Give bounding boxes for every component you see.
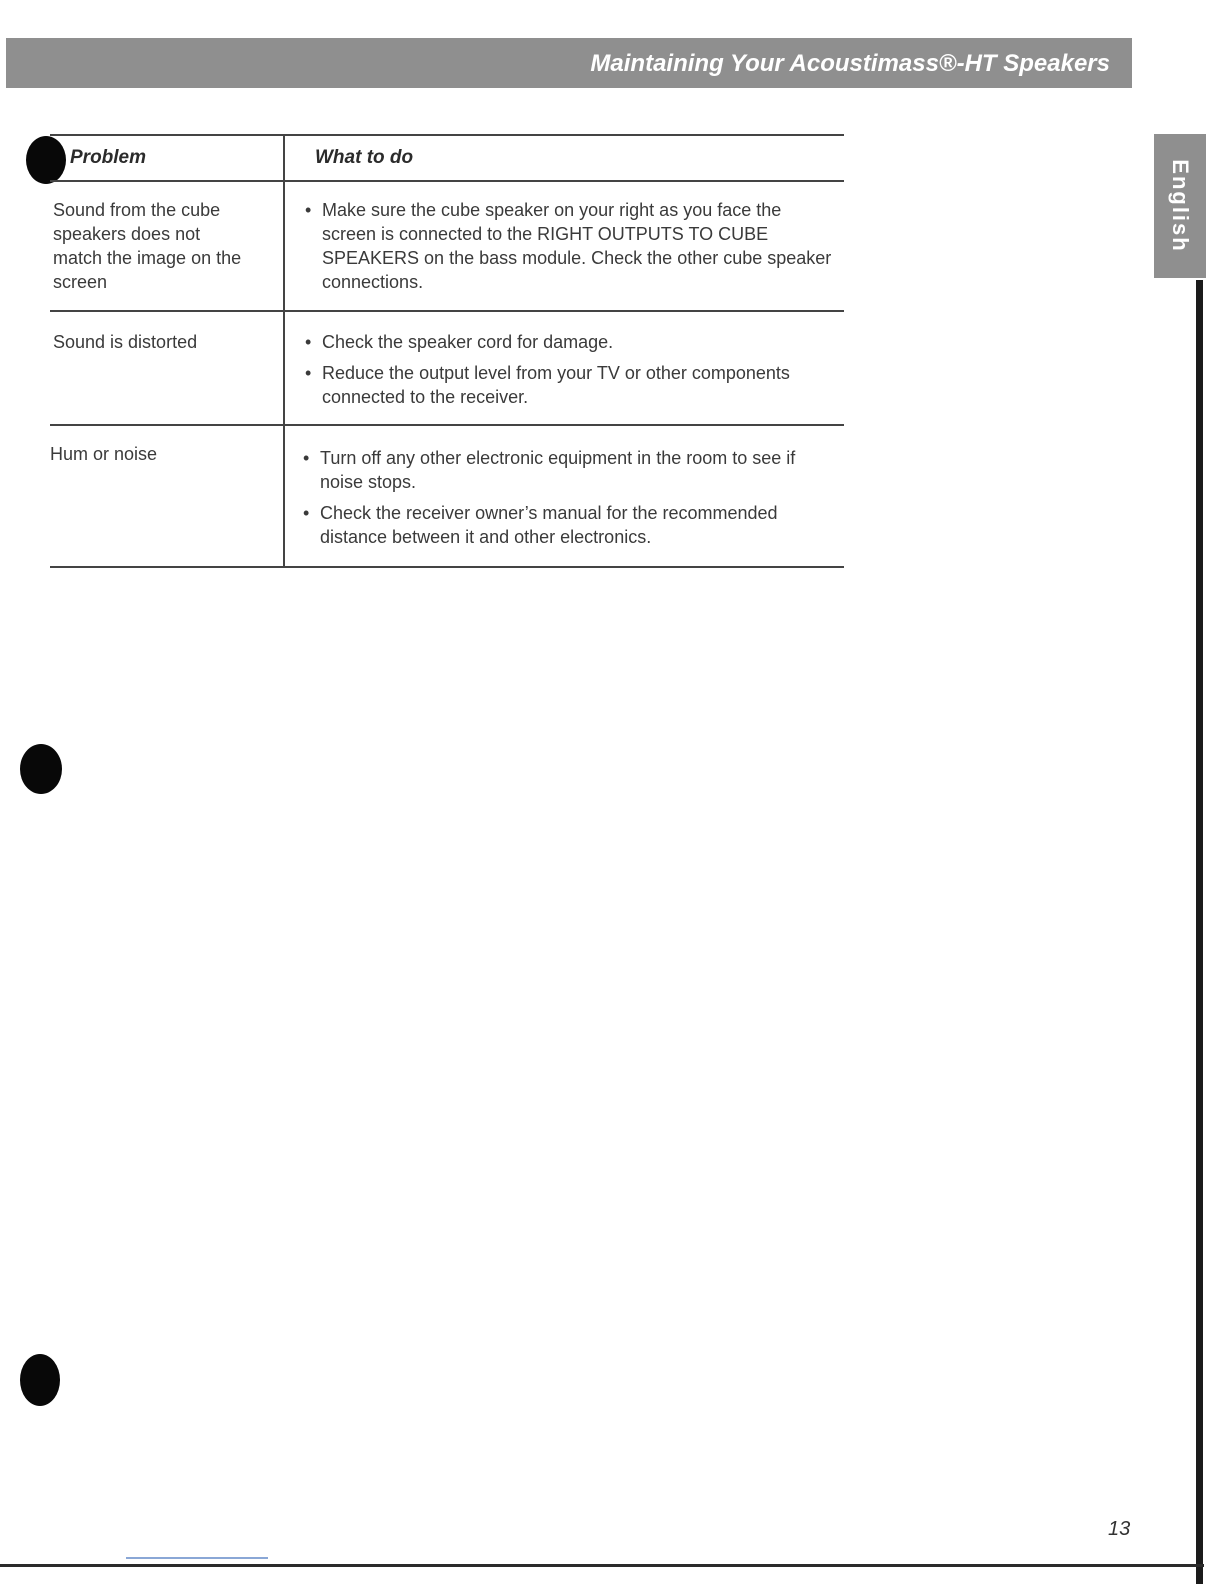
problem-cell bbox=[50, 181, 284, 311]
action-item bbox=[305, 330, 836, 354]
action-item bbox=[305, 198, 836, 294]
what-to-do-column-header: What to do bbox=[284, 135, 844, 181]
page-title: Maintaining Your Acoustimass®-HT Speakers bbox=[590, 50, 1110, 77]
bottom-scan-mark bbox=[126, 1557, 268, 1559]
page-number: 13 bbox=[1108, 1518, 1131, 1540]
bullet-icon: • bbox=[305, 332, 312, 352]
language-tab-label: English bbox=[1168, 159, 1193, 253]
bullet-icon: • bbox=[305, 363, 312, 383]
action-cell bbox=[284, 425, 844, 567]
table-row bbox=[50, 311, 844, 425]
bullet-icon: • bbox=[303, 503, 310, 523]
table-row bbox=[50, 181, 844, 311]
action-cell bbox=[284, 311, 844, 425]
action-text: Check the receiver owner’s manual for the recommended distance between it and other electronics. bbox=[320, 503, 778, 547]
action-text: Check the speaker cord for damage. bbox=[322, 332, 614, 352]
problem-column-header: Problem bbox=[50, 135, 284, 181]
action-list bbox=[303, 446, 836, 549]
action-text: Turn off any other electronic equipment in the room to see if noise stops. bbox=[320, 448, 796, 492]
problem-text: Sound from the cube speakers does not match the image on the screen bbox=[53, 200, 242, 292]
action-list bbox=[305, 198, 836, 294]
action-text: Reduce the output level from your TV or other components connected to the receiver. bbox=[322, 363, 790, 407]
action-item bbox=[303, 501, 836, 549]
action-text: Make sure the cube speaker on your right as you face the screen is connected to the RIGHT OUTPUTS TO CUBE SPEAKERS on the bass module. Check the other cube speaker connections. bbox=[322, 200, 832, 292]
problem-text: Hum or noise bbox=[50, 444, 158, 464]
troubleshooting-table bbox=[50, 134, 844, 568]
bullet-icon: • bbox=[303, 448, 310, 468]
problem-cell bbox=[50, 311, 284, 425]
problem-text: Sound is distorted bbox=[53, 332, 198, 352]
table-header-row bbox=[50, 135, 844, 181]
action-list bbox=[305, 330, 836, 409]
binder-hole-middle bbox=[20, 744, 62, 794]
action-item bbox=[303, 446, 836, 494]
language-tab bbox=[1154, 134, 1206, 278]
bottom-edge-line bbox=[0, 1564, 1204, 1567]
bullet-icon: • bbox=[305, 200, 312, 220]
action-cell bbox=[284, 181, 844, 311]
problem-cell bbox=[50, 425, 284, 567]
table-row bbox=[50, 425, 844, 567]
binder-hole-bottom bbox=[20, 1354, 60, 1406]
header-banner bbox=[6, 38, 1132, 88]
action-item bbox=[305, 361, 836, 409]
page-edge-shadow bbox=[1196, 280, 1203, 1584]
